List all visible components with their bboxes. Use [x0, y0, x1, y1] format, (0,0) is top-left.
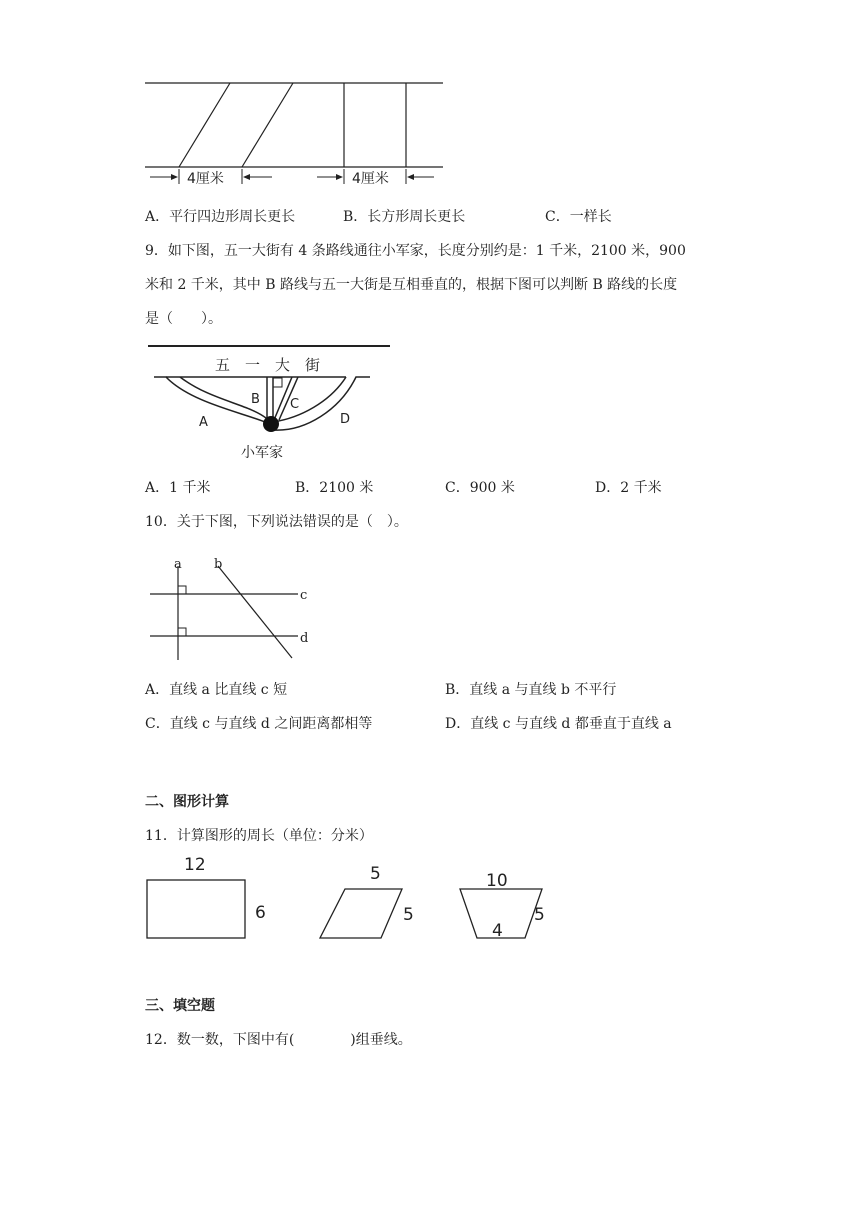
q8-arrow-head — [336, 174, 343, 180]
q10-stem: 10．关于下图，下列说法错误的是（ ）。 — [145, 514, 408, 530]
q10-figure — [140, 552, 320, 664]
q10-label-b: b — [214, 557, 223, 572]
q12-stem: 12．数一数，下图中有( )组垂线。 — [145, 1032, 412, 1048]
q9-route-d-inner — [273, 377, 346, 422]
q9-option-c[interactable]: C．900 米 — [445, 480, 515, 496]
q9-label-home: 小军家 — [241, 445, 283, 461]
q8-arrow-head — [243, 174, 250, 180]
q10-option-d[interactable]: D．直线 c 与直线 d 都垂直于直线 a — [445, 716, 672, 732]
q9-label-a: A — [199, 415, 208, 430]
q11-para-side-label: 5 — [403, 905, 414, 925]
q9-stem-line-1: 9．如下图，五一大街有 4 条路线通往小军家，长度分别约是：1 千米，2100 米，900 — [145, 243, 686, 259]
q8-figure — [140, 76, 450, 188]
q11-rectangle — [147, 880, 245, 938]
q10-label-a: a — [174, 557, 182, 572]
q11-rect-side-label: 6 — [255, 903, 266, 923]
q9-street-label: 五 一 大 街 — [215, 356, 321, 374]
q11-figure — [140, 852, 560, 948]
q10-line-b — [218, 566, 292, 658]
q8-parallelogram-side-left — [179, 83, 230, 167]
q8-option-a[interactable]: A．平行四边形周长更长 — [145, 209, 296, 225]
q11-para-top-label: 5 — [370, 864, 381, 884]
q9-option-d[interactable]: D．2 千米 — [595, 480, 662, 496]
q9-stem-line-2: 米和 2 千米，其中 B 路线与五一大街是互相垂直的，根据下图可以判断 B 路线的长度 — [145, 277, 678, 293]
q10-option-c[interactable]: C．直线 c 与直线 d 之间距离都相等 — [145, 716, 373, 732]
q10-right-angle-mark — [178, 586, 186, 594]
section-2-title: 二、图形计算 — [145, 794, 229, 810]
q8-parallelogram-side-right — [242, 83, 293, 167]
q9-label-b: B — [251, 392, 260, 407]
q11-trap-bottom-label: 4 — [492, 921, 503, 941]
q8-option-c[interactable]: C．一样长 — [545, 209, 612, 225]
q8-arrow-head — [171, 174, 178, 180]
q9-label-d: D — [340, 412, 351, 427]
q8-arrow-head — [407, 174, 414, 180]
q9-home-dot — [263, 416, 279, 432]
q10-label-d: d — [300, 631, 309, 646]
q11-trap-side-label: 5 — [534, 905, 545, 925]
q9-label-c: C — [290, 397, 300, 412]
section-3-title: 三、填空题 — [145, 998, 215, 1014]
q8-label-right: 4厘米 — [352, 171, 389, 187]
q8-label-left: 4厘米 — [187, 171, 224, 187]
q11-rect-top-label: 12 — [184, 855, 206, 875]
q9-option-b[interactable]: B．2100 米 — [295, 480, 374, 496]
q8-option-b[interactable]: B．长方形周长更长 — [343, 209, 466, 225]
q11-parallelogram — [320, 889, 402, 938]
q11-stem: 11．计算图形的周长（单位：分米） — [145, 828, 373, 844]
q9-option-a[interactable]: A．1 千米 — [145, 480, 211, 496]
q11-trap-top-label: 10 — [486, 871, 508, 891]
q9-route-a-outer — [154, 377, 265, 422]
q9-stem-line-3: 是（ ）。 — [145, 311, 222, 327]
q10-label-c: c — [300, 588, 308, 603]
q10-option-a[interactable]: A．直线 a 比直线 c 短 — [145, 682, 288, 698]
q10-right-angle-mark — [178, 628, 186, 636]
q9-route-d-outer — [273, 377, 370, 430]
q10-option-b[interactable]: B．直线 a 与直线 b 不平行 — [445, 682, 617, 698]
q9-figure — [140, 340, 400, 465]
q9-right-angle-mark — [273, 378, 282, 387]
